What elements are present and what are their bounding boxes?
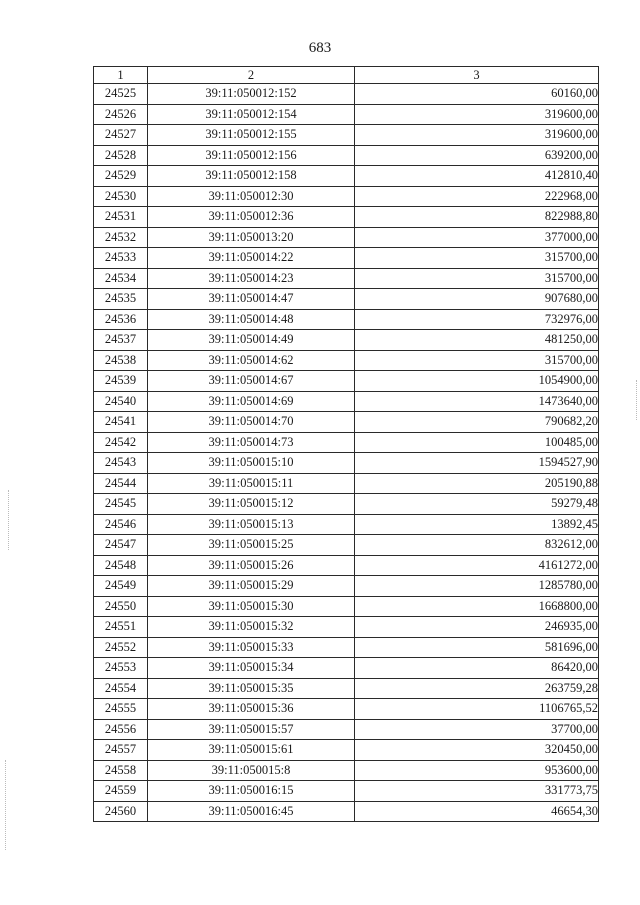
table-row bbox=[94, 207, 599, 228]
table-row bbox=[94, 637, 599, 658]
table-row bbox=[94, 760, 599, 781]
row-number-cell: 24554 bbox=[94, 678, 148, 699]
row-number-cell: 24541 bbox=[94, 412, 148, 433]
cadastral-number-cell: 39:11:050012:36 bbox=[148, 207, 355, 228]
value-cell: 822988,80 bbox=[355, 207, 599, 228]
value-cell: 331773,75 bbox=[355, 781, 599, 802]
value-cell: 1054900,00 bbox=[355, 371, 599, 392]
column-header-2: 2 bbox=[148, 67, 355, 84]
value-cell: 481250,00 bbox=[355, 330, 599, 351]
cadastral-number-cell: 39:11:050015:10 bbox=[148, 453, 355, 474]
row-number-cell: 24527 bbox=[94, 125, 148, 146]
value-cell: 1594527,90 bbox=[355, 453, 599, 474]
cadastral-number-cell: 39:11:050014:23 bbox=[148, 268, 355, 289]
table-row bbox=[94, 801, 599, 822]
value-cell: 581696,00 bbox=[355, 637, 599, 658]
header-row bbox=[94, 67, 599, 84]
cadastral-number-cell: 39:11:050012:152 bbox=[148, 84, 355, 105]
value-cell: 205190,88 bbox=[355, 473, 599, 494]
value-cell: 639200,00 bbox=[355, 145, 599, 166]
cadastral-number-cell: 39:11:050012:158 bbox=[148, 166, 355, 187]
table-row bbox=[94, 84, 599, 105]
table-row bbox=[94, 309, 599, 330]
row-number-cell: 24551 bbox=[94, 617, 148, 638]
scan-edge-mark bbox=[8, 490, 9, 550]
cadastral-number-cell: 39:11:050015:57 bbox=[148, 719, 355, 740]
cadastral-number-cell: 39:11:050014:62 bbox=[148, 350, 355, 371]
cadastral-number-cell: 39:11:050015:61 bbox=[148, 740, 355, 761]
row-number-cell: 24542 bbox=[94, 432, 148, 453]
table-row bbox=[94, 125, 599, 146]
table-row bbox=[94, 678, 599, 699]
cadastral-number-cell: 39:11:050015:33 bbox=[148, 637, 355, 658]
table-row bbox=[94, 145, 599, 166]
table-row bbox=[94, 186, 599, 207]
table-row bbox=[94, 699, 599, 720]
value-cell: 315700,00 bbox=[355, 248, 599, 269]
value-cell: 100485,00 bbox=[355, 432, 599, 453]
table-row bbox=[94, 617, 599, 638]
table-row bbox=[94, 330, 599, 351]
row-number-cell: 24545 bbox=[94, 494, 148, 515]
table-row bbox=[94, 535, 599, 556]
cadastral-number-cell: 39:11:050015:12 bbox=[148, 494, 355, 515]
cadastral-number-cell: 39:11:050015:30 bbox=[148, 596, 355, 617]
row-number-cell: 24532 bbox=[94, 227, 148, 248]
row-number-cell: 24533 bbox=[94, 248, 148, 269]
cadastral-number-cell: 39:11:050012:156 bbox=[148, 145, 355, 166]
value-cell: 1473640,00 bbox=[355, 391, 599, 412]
table-row bbox=[94, 371, 599, 392]
value-cell: 953600,00 bbox=[355, 760, 599, 781]
table-row bbox=[94, 104, 599, 125]
table-row bbox=[94, 719, 599, 740]
cadastral-number-cell: 39:11:050012:30 bbox=[148, 186, 355, 207]
table-row bbox=[94, 268, 599, 289]
value-cell: 832612,00 bbox=[355, 535, 599, 556]
cadastral-number-cell: 39:11:050014:67 bbox=[148, 371, 355, 392]
table-row bbox=[94, 227, 599, 248]
cadastral-number-cell: 39:11:050015:11 bbox=[148, 473, 355, 494]
table-row bbox=[94, 289, 599, 310]
cadastral-number-cell: 39:11:050015:25 bbox=[148, 535, 355, 556]
table-row bbox=[94, 576, 599, 597]
cadastral-number-cell: 39:11:050014:69 bbox=[148, 391, 355, 412]
value-cell: 907680,00 bbox=[355, 289, 599, 310]
value-cell: 59279,48 bbox=[355, 494, 599, 515]
value-cell: 4161272,00 bbox=[355, 555, 599, 576]
row-number-cell: 24560 bbox=[94, 801, 148, 822]
value-cell: 319600,00 bbox=[355, 125, 599, 146]
row-number-cell: 24544 bbox=[94, 473, 148, 494]
cadastral-number-cell: 39:11:050015:34 bbox=[148, 658, 355, 679]
cadastral-number-cell: 39:11:050016:45 bbox=[148, 801, 355, 822]
cadastral-number-cell: 39:11:050012:155 bbox=[148, 125, 355, 146]
row-number-cell: 24552 bbox=[94, 637, 148, 658]
value-cell: 790682,20 bbox=[355, 412, 599, 433]
cadastral-number-cell: 39:11:050015:35 bbox=[148, 678, 355, 699]
row-number-cell: 24531 bbox=[94, 207, 148, 228]
value-cell: 37700,00 bbox=[355, 719, 599, 740]
table-row bbox=[94, 412, 599, 433]
cadastral-number-cell: 39:11:050016:15 bbox=[148, 781, 355, 802]
table-row bbox=[94, 514, 599, 535]
row-number-cell: 24529 bbox=[94, 166, 148, 187]
cadastral-number-cell: 39:11:050015:36 bbox=[148, 699, 355, 720]
row-number-cell: 24547 bbox=[94, 535, 148, 556]
cadastral-number-cell: 39:11:050012:154 bbox=[148, 104, 355, 125]
scan-edge-mark bbox=[5, 760, 6, 850]
value-cell: 412810,40 bbox=[355, 166, 599, 187]
row-number-cell: 24536 bbox=[94, 309, 148, 330]
table-row bbox=[94, 432, 599, 453]
row-number-cell: 24555 bbox=[94, 699, 148, 720]
table-row bbox=[94, 555, 599, 576]
value-cell: 732976,00 bbox=[355, 309, 599, 330]
column-header-1: 1 bbox=[94, 67, 148, 84]
cadastral-number-cell: 39:11:050014:22 bbox=[148, 248, 355, 269]
table-row bbox=[94, 453, 599, 474]
value-cell: 1106765,52 bbox=[355, 699, 599, 720]
row-number-cell: 24540 bbox=[94, 391, 148, 412]
table-row bbox=[94, 740, 599, 761]
value-cell: 377000,00 bbox=[355, 227, 599, 248]
value-cell: 13892,45 bbox=[355, 514, 599, 535]
table-row bbox=[94, 596, 599, 617]
row-number-cell: 24549 bbox=[94, 576, 148, 597]
table-row bbox=[94, 494, 599, 515]
row-number-cell: 24539 bbox=[94, 371, 148, 392]
value-cell: 86420,00 bbox=[355, 658, 599, 679]
row-number-cell: 24538 bbox=[94, 350, 148, 371]
cadastral-number-cell: 39:11:050015:29 bbox=[148, 576, 355, 597]
row-number-cell: 24556 bbox=[94, 719, 148, 740]
table-body bbox=[94, 84, 599, 822]
cadastral-number-cell: 39:11:050015:8 bbox=[148, 760, 355, 781]
row-number-cell: 24558 bbox=[94, 760, 148, 781]
cadastral-number-cell: 39:11:050014:49 bbox=[148, 330, 355, 351]
value-cell: 263759,28 bbox=[355, 678, 599, 699]
cadastral-number-cell: 39:11:050014:47 bbox=[148, 289, 355, 310]
value-cell: 60160,00 bbox=[355, 84, 599, 105]
table-row bbox=[94, 473, 599, 494]
value-cell: 1285780,00 bbox=[355, 576, 599, 597]
row-number-cell: 24548 bbox=[94, 555, 148, 576]
value-cell: 319600,00 bbox=[355, 104, 599, 125]
cadastral-value-table bbox=[93, 66, 599, 822]
cadastral-number-cell: 39:11:050014:48 bbox=[148, 309, 355, 330]
row-number-cell: 24525 bbox=[94, 84, 148, 105]
value-cell: 222968,00 bbox=[355, 186, 599, 207]
value-cell: 315700,00 bbox=[355, 268, 599, 289]
row-number-cell: 24550 bbox=[94, 596, 148, 617]
value-cell: 320450,00 bbox=[355, 740, 599, 761]
value-cell: 315700,00 bbox=[355, 350, 599, 371]
table-row bbox=[94, 391, 599, 412]
column-header-3: 3 bbox=[355, 67, 599, 84]
cadastral-number-cell: 39:11:050014:70 bbox=[148, 412, 355, 433]
row-number-cell: 24543 bbox=[94, 453, 148, 474]
row-number-cell: 24559 bbox=[94, 781, 148, 802]
page-number: 683 bbox=[308, 40, 332, 56]
row-number-cell: 24535 bbox=[94, 289, 148, 310]
table-row bbox=[94, 658, 599, 679]
table-row bbox=[94, 166, 599, 187]
row-number-cell: 24528 bbox=[94, 145, 148, 166]
table-row bbox=[94, 248, 599, 269]
row-number-cell: 24530 bbox=[94, 186, 148, 207]
row-number-cell: 24557 bbox=[94, 740, 148, 761]
row-number-cell: 24546 bbox=[94, 514, 148, 535]
value-cell: 246935,00 bbox=[355, 617, 599, 638]
value-cell: 1668800,00 bbox=[355, 596, 599, 617]
row-number-cell: 24526 bbox=[94, 104, 148, 125]
cadastral-number-cell: 39:11:050013:20 bbox=[148, 227, 355, 248]
scan-edge-mark bbox=[636, 380, 637, 420]
cadastral-number-cell: 39:11:050015:26 bbox=[148, 555, 355, 576]
row-number-cell: 24553 bbox=[94, 658, 148, 679]
table-header bbox=[94, 67, 599, 84]
cadastral-number-cell: 39:11:050015:13 bbox=[148, 514, 355, 535]
value-cell: 46654,30 bbox=[355, 801, 599, 822]
cadastral-number-cell: 39:11:050015:32 bbox=[148, 617, 355, 638]
cadastral-number-cell: 39:11:050014:73 bbox=[148, 432, 355, 453]
row-number-cell: 24537 bbox=[94, 330, 148, 351]
table-row bbox=[94, 781, 599, 802]
row-number-cell: 24534 bbox=[94, 268, 148, 289]
table-row bbox=[94, 350, 599, 371]
